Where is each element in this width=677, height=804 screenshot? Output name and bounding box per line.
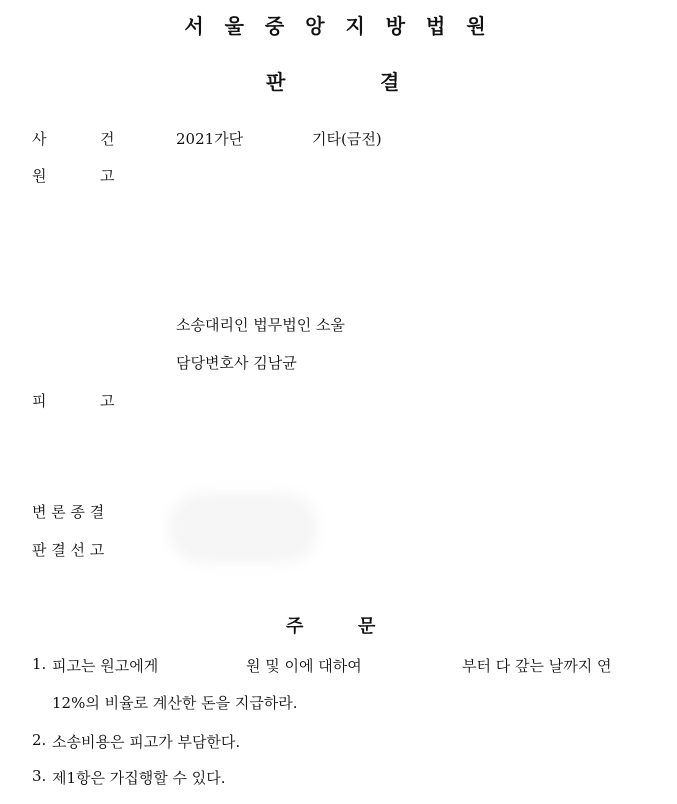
plaintiff-label-second: 고 xyxy=(100,167,115,185)
order-item-1-part-a: 피고는 원고에게 xyxy=(52,657,159,675)
document-title-left: 판 xyxy=(266,70,286,94)
order-item-1-part-d: 12%의 비율로 계산한 돈을 지급하라. xyxy=(52,694,298,712)
defendant-label-second: 고 xyxy=(100,392,115,410)
plaintiff-counsel: 소송대리인 법무법인 소울 xyxy=(176,316,345,334)
order-item-1-part-b: 원 및 이에 대하여 xyxy=(246,657,362,675)
case-label-first: 사 xyxy=(32,130,47,148)
order-item-1-number: 1. xyxy=(32,655,47,673)
plaintiff-label-first: 원 xyxy=(32,167,47,185)
document-title-right: 결 xyxy=(380,70,400,94)
order-heading-right: 문 xyxy=(358,616,376,637)
order-item-3-number: 3. xyxy=(32,767,47,785)
case-label-second: 건 xyxy=(100,130,115,148)
order-item-3-text: 제1항은 가집행할 수 있다. xyxy=(52,769,226,787)
defendant-label-first: 피 xyxy=(32,392,47,410)
order-item-2-number: 2. xyxy=(32,731,47,749)
plaintiff-lawyer: 담당변호사 김남균 xyxy=(176,354,297,372)
redacted-dates xyxy=(168,492,318,564)
order-item-1-part-c: 부터 다 갚는 날까지 연 xyxy=(462,657,612,675)
case-number: 2021가단 xyxy=(176,130,244,148)
order-heading-left: 주 xyxy=(286,616,304,637)
verdict-date-label: 판 결 선 고 xyxy=(32,541,105,559)
case-type: 기타(금전) xyxy=(312,130,382,148)
order-item-2-text: 소송비용은 피고가 부담한다. xyxy=(52,733,241,751)
hearing-end-label: 변 론 종 결 xyxy=(32,503,105,521)
court-name: 서 울 중 앙 지 방 법 원 xyxy=(184,14,493,38)
